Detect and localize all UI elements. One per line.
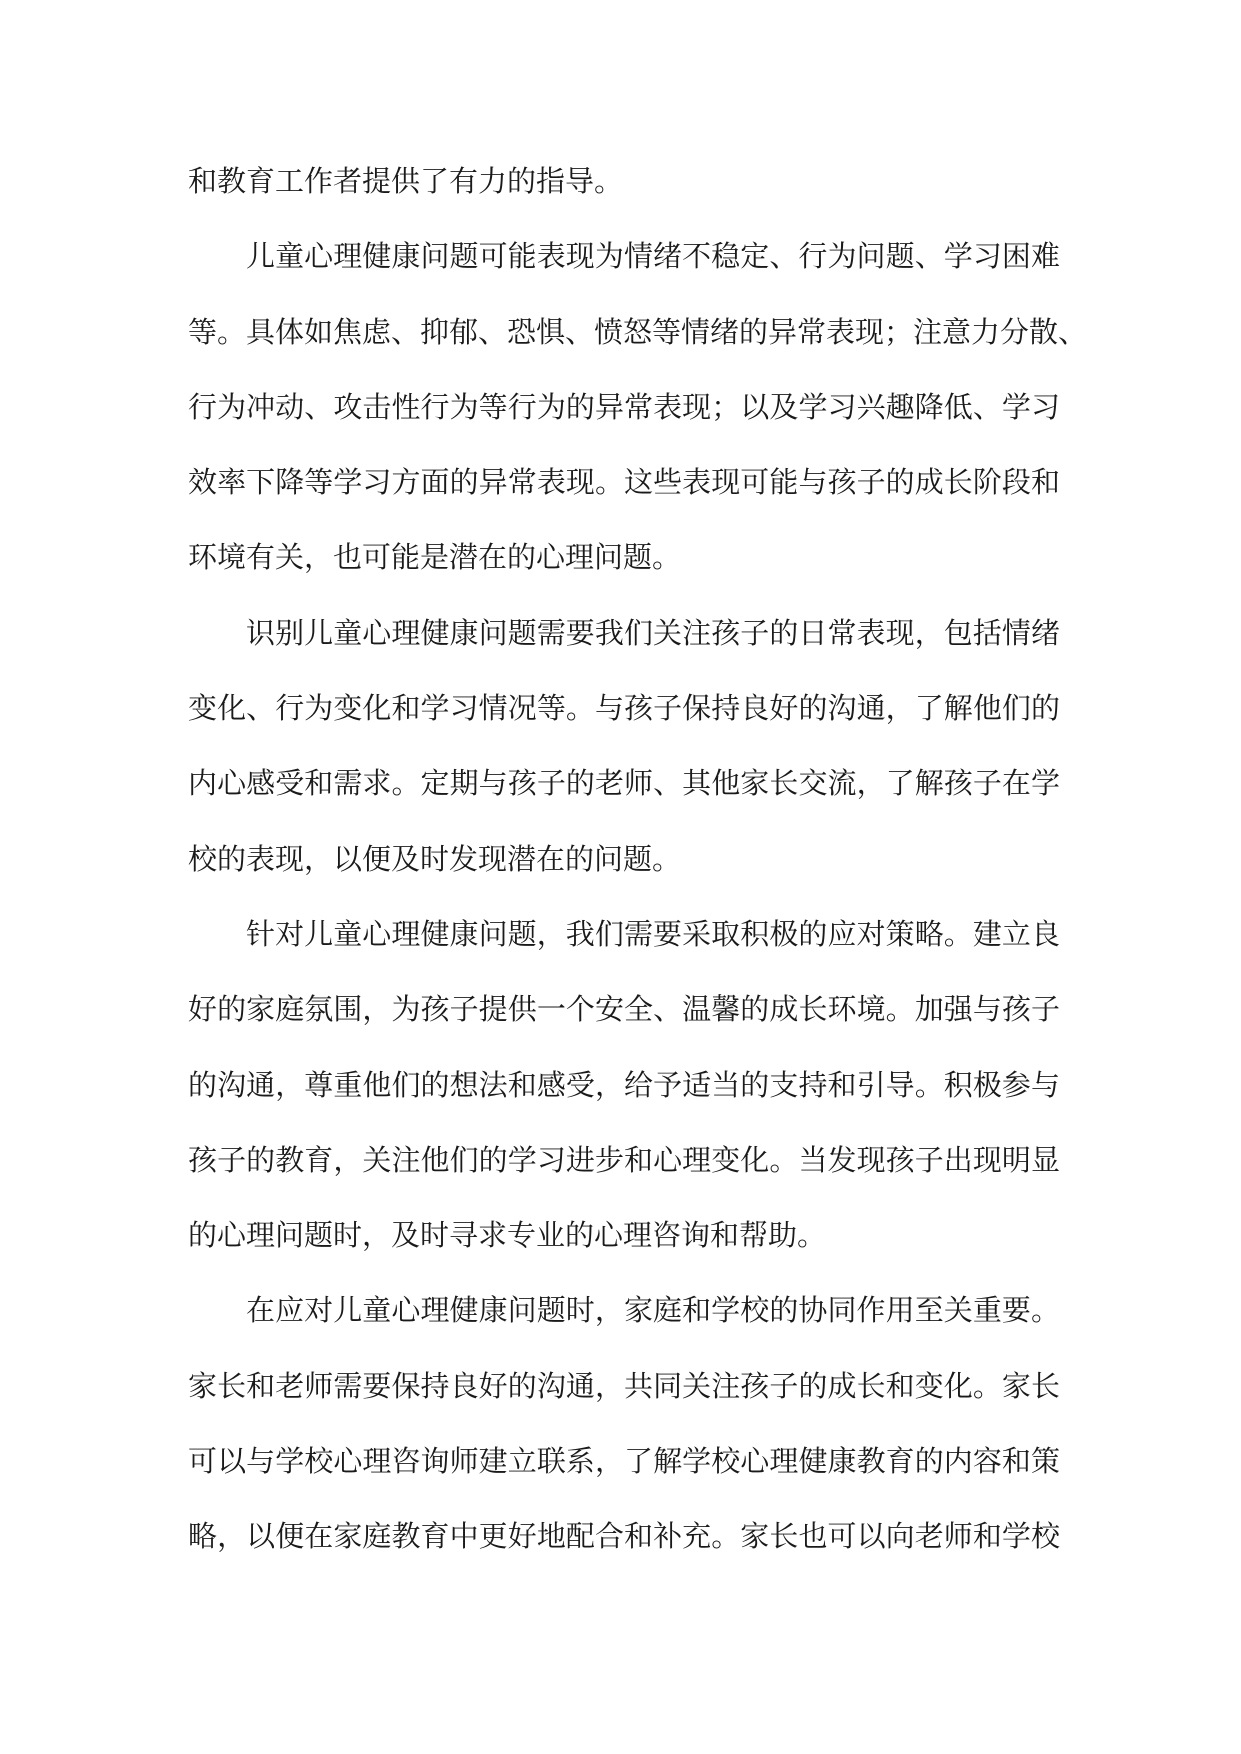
text-line-14: 孩子的教育，关注他们的学习进步和心理变化。当发现孩子出现明显 bbox=[188, 1142, 1060, 1177]
document-body bbox=[188, 144, 1088, 1575]
text-line-5: 效率下降等学习方面的异常表现。这些表现可能与孩子的成长阶段和 bbox=[188, 465, 1060, 500]
text-line-9: 内心感受和需求。定期与孩子的老师、其他家长交流，了解孩子在学 bbox=[188, 766, 1060, 801]
text-line-6: 环境有关，也可能是潜在的心理问题。 bbox=[188, 540, 682, 575]
text-line-19: 略，以便在家庭教育中更好地配合和补充。家长也可以向老师和学校 bbox=[188, 1519, 1060, 1554]
text-line-18: 可以与学校心理咨询师建立联系，了解学校心理健康教育的内容和策 bbox=[188, 1444, 1060, 1479]
text-line-13: 的沟通，尊重他们的想法和感受，给予适当的支持和引导。积极参与 bbox=[188, 1067, 1060, 1102]
text-line-11: 针对儿童心理健康问题，我们需要采取积极的应对策略。建立良 bbox=[246, 916, 1060, 951]
text-line-4: 行为冲动、攻击性行为等行为的异常表现；以及学习兴趣降低、学习 bbox=[188, 389, 1060, 424]
text-line-12: 好的家庭氛围，为孩子提供一个安全、温馨的成长环境。加强与孩子 bbox=[188, 992, 1060, 1027]
text-line-16: 在应对儿童心理健康问题时，家庭和学校的协同作用至关重要。 bbox=[246, 1293, 1060, 1328]
text-line-15: 的心理问题时，及时寻求专业的心理咨询和帮助。 bbox=[188, 1218, 827, 1253]
text-line-7: 识别儿童心理健康问题需要我们关注孩子的日常表现，包括情绪 bbox=[246, 615, 1060, 650]
text-line-1: 和教育工作者提供了有力的指导。 bbox=[188, 164, 624, 198]
text-line-10: 校的表现，以便及时发现潜在的问题。 bbox=[188, 841, 682, 876]
text-line-8: 变化、行为变化和学习情况等。与孩子保持良好的沟通，了解他们的 bbox=[188, 691, 1060, 726]
text-line-3: 等。具体如焦虑、抑郁、恐惧、愤怒等情绪的异常表现；注意力分散、 bbox=[188, 314, 1088, 349]
text-line-2: 儿童心理健康问题可能表现为情绪不稳定、行为问题、学习困难 bbox=[246, 239, 1060, 274]
text-line-17: 家长和老师需要保持良好的沟通，共同关注孩子的成长和变化。家长 bbox=[188, 1368, 1060, 1403]
